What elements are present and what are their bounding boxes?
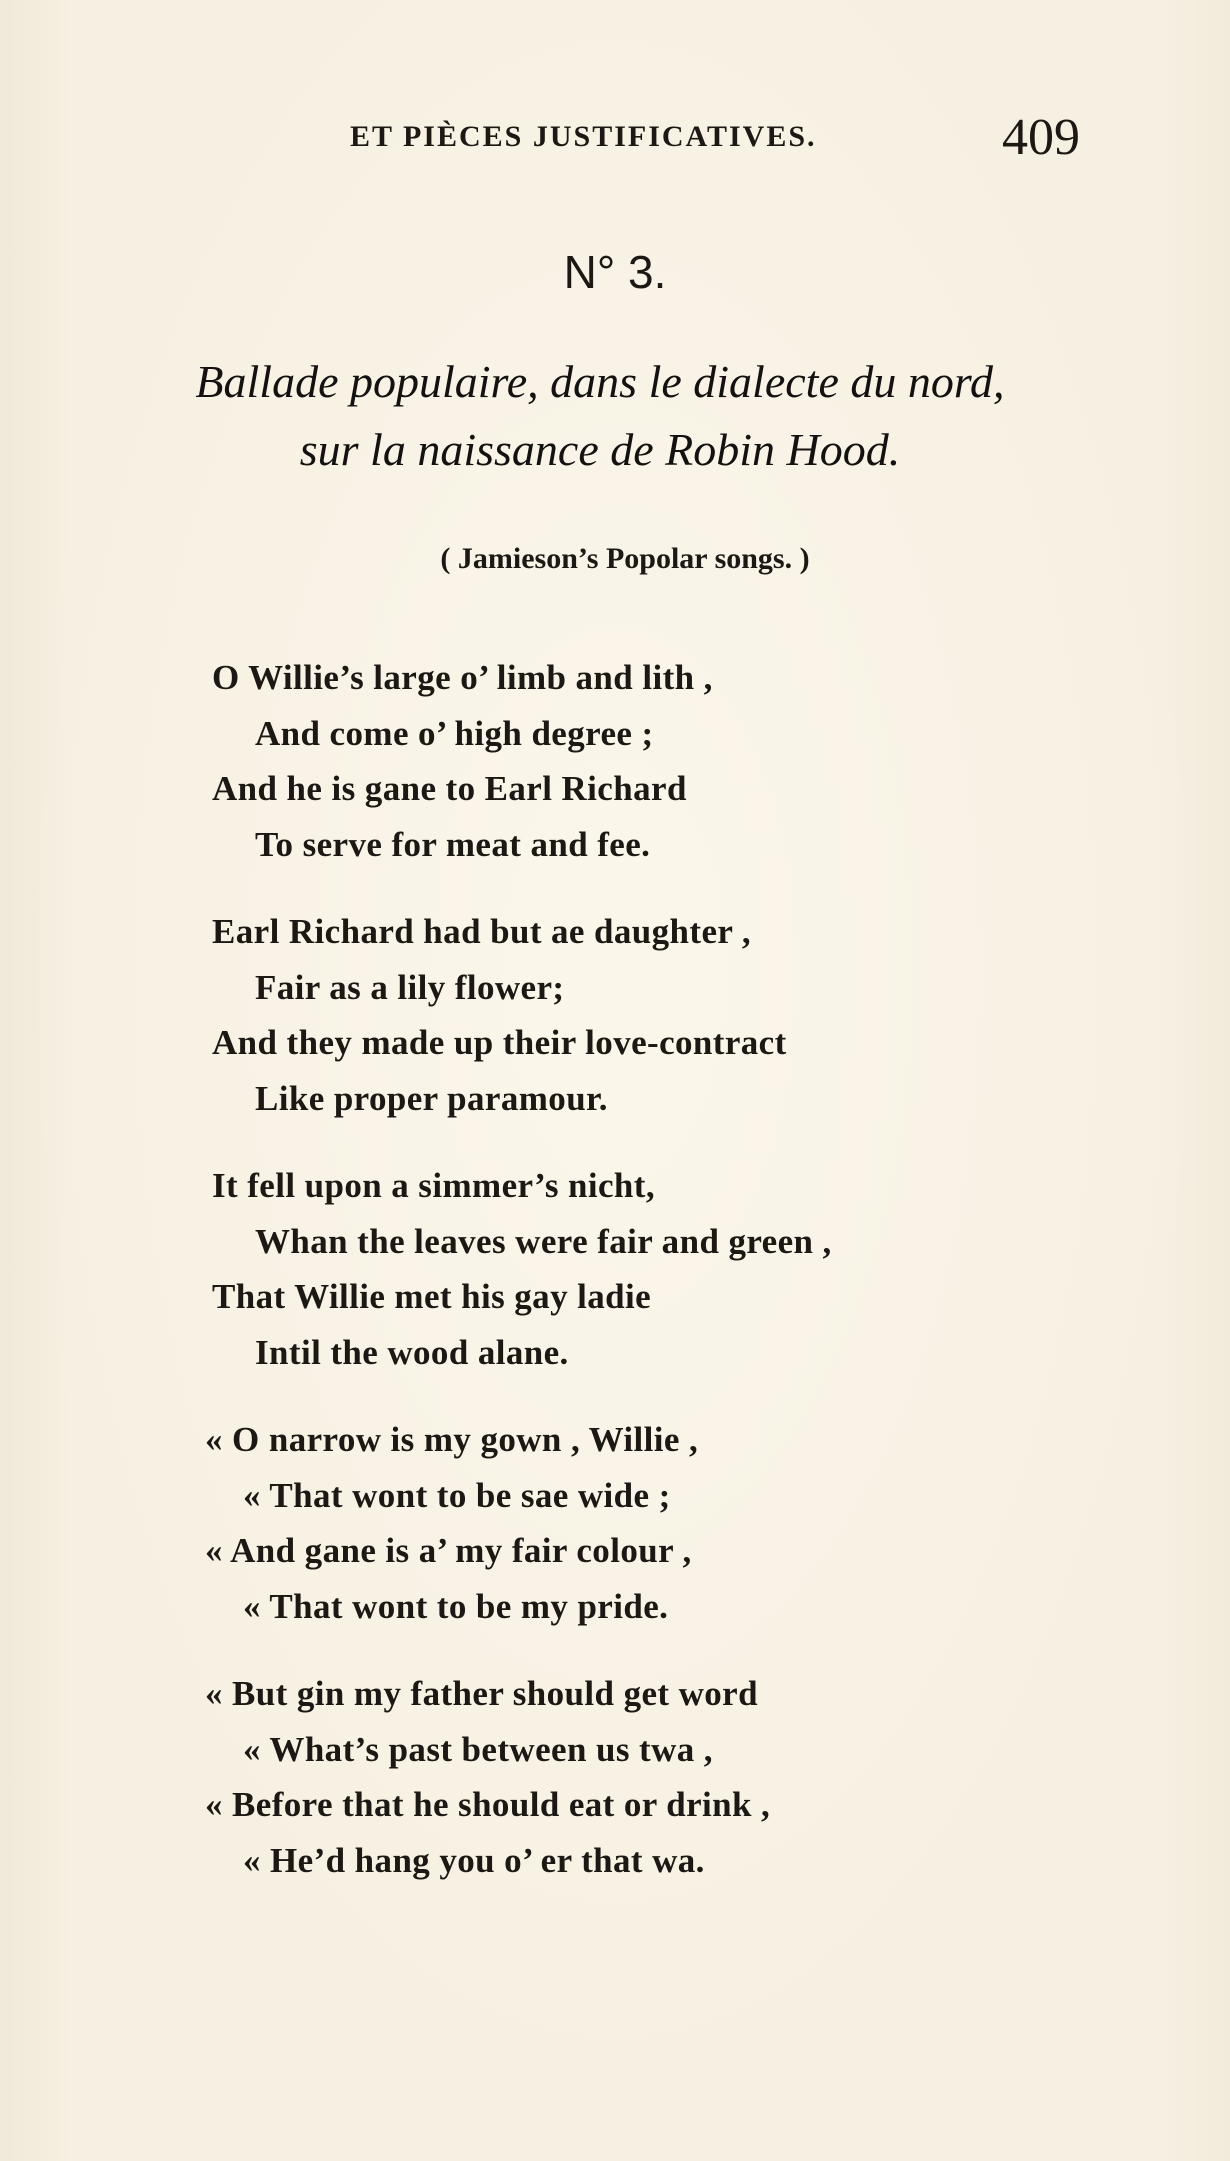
- verse-line: Fair as a lily flower;: [255, 967, 565, 1007]
- verse-line: And he is gane to Earl Richard: [212, 769, 687, 808]
- verse-line: To serve for meat and fee.: [255, 824, 651, 864]
- verse-line: And they made up their love-contract: [212, 1023, 787, 1062]
- verse-line: It fell upon a simmer’s nicht,: [212, 1166, 655, 1205]
- verse-line: And come o’ high degree ;: [255, 713, 654, 753]
- verse-line: Whan the leaves were fair and green ,: [255, 1221, 832, 1261]
- source-note: ( Jamieson’s Popolar songs. ): [440, 542, 810, 575]
- stanza: [0, 1158, 1230, 1380]
- verse-line: « O narrow is my gown , Willie ,: [205, 1420, 699, 1459]
- ballad-title: [100, 348, 1100, 484]
- stanza: [0, 650, 1230, 872]
- title-line: sur la naissance de Robin Hood.: [299, 424, 901, 475]
- verse-line: « That wont to be my pride.: [243, 1586, 669, 1626]
- title-line: Ballade populaire, dans le dialecte du nord,: [195, 356, 1005, 407]
- verse-line: Earl Richard had but ae daughter ,: [212, 912, 751, 951]
- stanza: [0, 1666, 1230, 1888]
- verse-line: « He’d hang you o’ er that wa.: [243, 1840, 705, 1880]
- verse-line: Like proper paramour.: [255, 1078, 608, 1118]
- verse-line: « That wont to be sae wide ;: [243, 1475, 671, 1515]
- verse-line: « And gane is a’ my fair colour ,: [205, 1531, 692, 1570]
- stanza: [0, 904, 1230, 1126]
- verse-line: « What’s past between us twa ,: [243, 1729, 713, 1769]
- page-header: [0, 109, 1230, 172]
- verse-line: O Willie’s large o’ limb and lith ,: [212, 658, 713, 697]
- verse-line: « Before that he should eat or drink ,: [205, 1785, 771, 1824]
- verse-line: « But gin my father should get word: [205, 1674, 758, 1713]
- poem: [0, 650, 1230, 1920]
- page-number: 409: [1002, 109, 1080, 166]
- running-head: ET PIÈCES JUSTIFICATIVES.: [350, 120, 817, 153]
- verse-line: That Willie met his gay ladie: [212, 1277, 652, 1316]
- stanza: [0, 1412, 1230, 1634]
- verse-line: Intil the wood alane.: [255, 1332, 569, 1372]
- section-number: N° 3.: [563, 246, 667, 298]
